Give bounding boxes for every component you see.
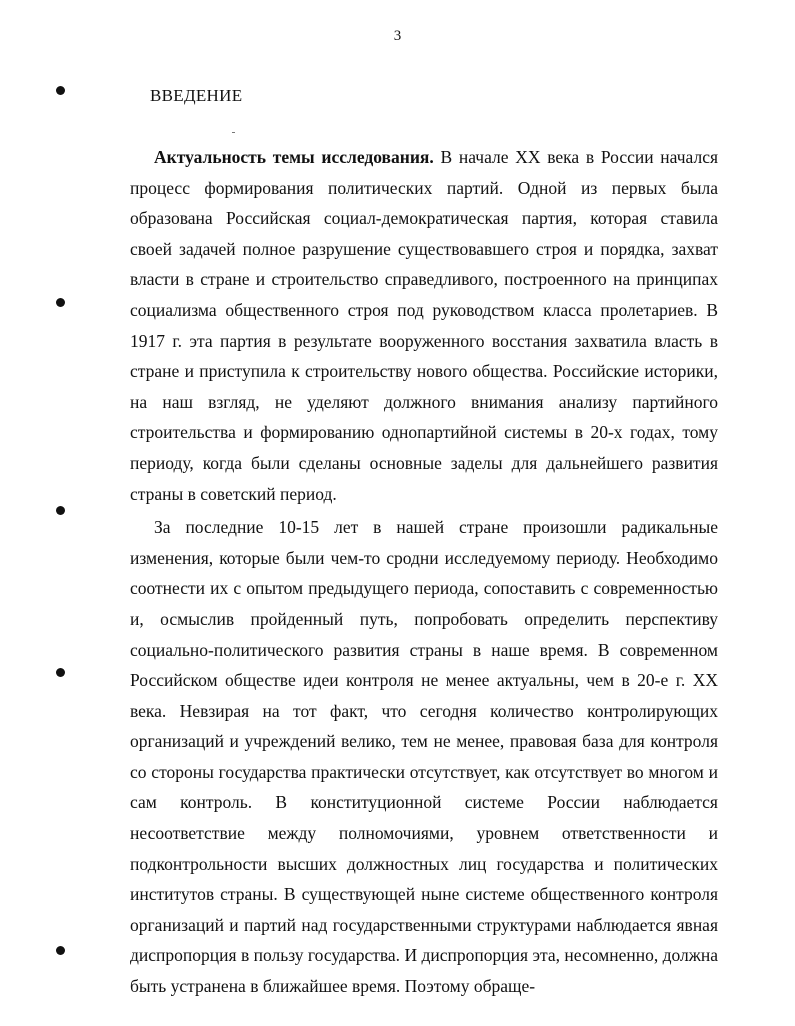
paragraph-1 bbox=[130, 142, 718, 509]
paragraph-lead: Актуальность темы исследования. bbox=[154, 147, 434, 167]
binder-hole-icon bbox=[56, 298, 65, 307]
page-number: 3 bbox=[393, 28, 402, 44]
scan-speck bbox=[232, 132, 235, 133]
paragraph-body: В начале XX века в России начался процесс формирования политических партий. Одной из первых была образована Российская социал-демократическая партия, которая ставила своей задачей полное разрушение существовавшего строя и порядка, захват власти в стране и строительство справедливого, построенного на принципах социализма общественного строя под руководством класса пролетариев. В 1917 г. эта партия в результате вооруженного восстания захватила власть в стране и приступила к строительству нового общества. Российские историки, на наш взгляд, не уделяют должного внимания анализу партийного строительства и формированию однопартийной системы в 20-х годах, тому периоду, когда были сделаны основные заделы для дальнейшего развития страны в советский период. bbox=[130, 147, 719, 504]
body-text bbox=[130, 142, 718, 1002]
section-heading: ВВЕДЕНИЕ bbox=[150, 86, 243, 105]
binder-hole-icon bbox=[56, 506, 65, 515]
binder-hole-icon bbox=[56, 86, 65, 95]
binder-hole-icon bbox=[56, 668, 65, 677]
binder-hole-icon bbox=[56, 946, 65, 955]
paragraph-2: За последние 10-15 лет в нашей стране произошли радикальные изменения, которые были чем-то сродни исследуемому периоду. Необходимо соотнести их с опытом предыдущего периода, сопоставить с современностью и, осмыслив пройденный путь, попробовать определить перспективу социально-политического развития страны в наше время. В современном Российском обществе идеи контроля не менее актуальны, чем в 20-е г. XX века. Невзирая на тот факт, что сегодня количество контролирующих организаций и учреждений велико, тем не менее, правовая база для контроля со стороны государства практически отсутствует, как отсутствует во многом и сам контроль. В конституционной системе России наблюдается несоответствие между полномочиями, уровнем ответственности и подконтрольности высших должностных лиц государства и политических институтов страны. В существующей ныне системе общественного контроля организаций и партий над государственными структурами наблюдается явная диспропорция в пользу государства. И диспропорция эта, несомненно, должна быть устранена в ближайшее время. Поэтому обраще- bbox=[130, 517, 718, 997]
